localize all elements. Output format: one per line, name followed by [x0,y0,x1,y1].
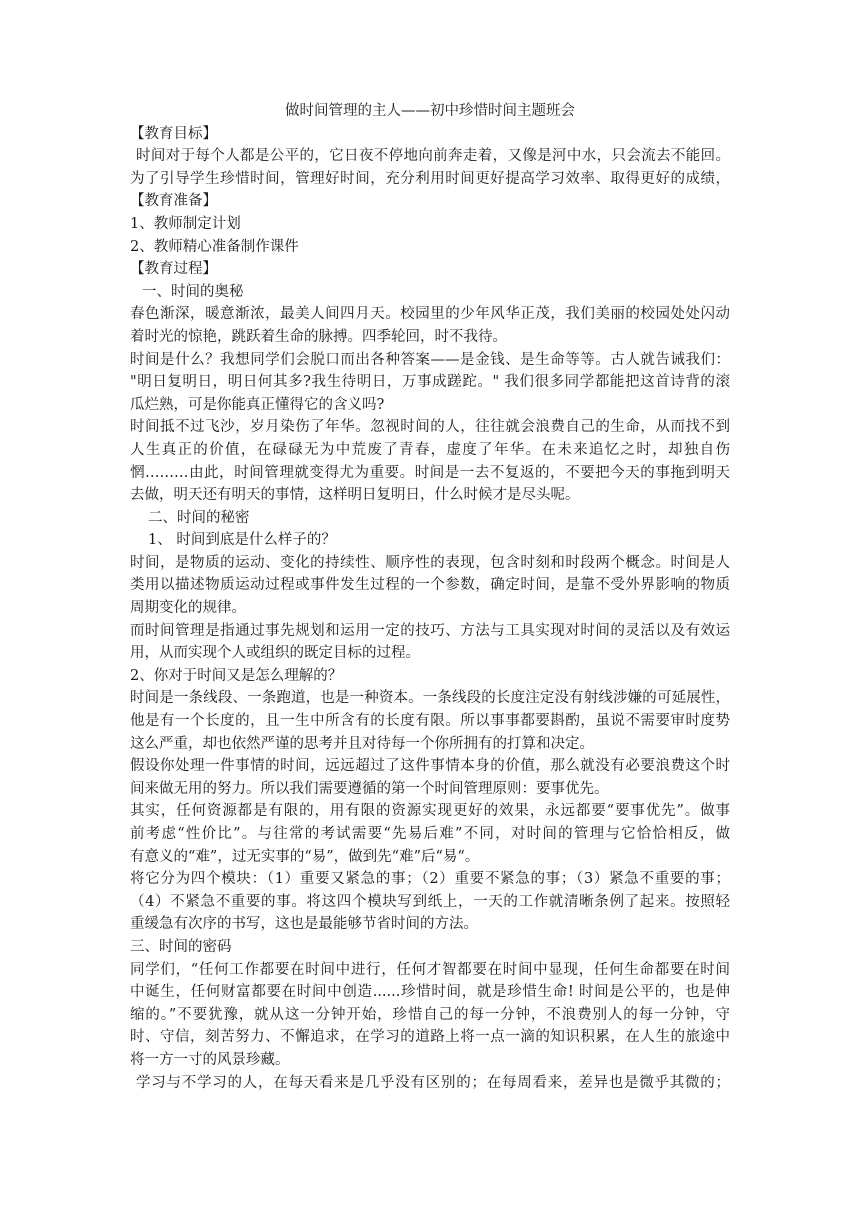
document-line: 时间，是物质的运动、变化的持续性、顺序性的表现，包含时刻和时段两个概念。时间是人 [130,554,730,571]
document-line: 三、时间的密码 [130,938,232,955]
document-lines [130,123,730,1095]
document-line: 人生真正的价值，在碌碌无为中荒废了青春，虚度了年华。在未来追忆之时，却独自伤 [130,441,730,458]
document-line: 中诞生，任何财富都要在时间中创造......珍惜时间，就是珍惜生命! 时间是公平的，也是伸 [130,984,730,1001]
document-line: 用，从而实现个人或组织的既定目标的过程。 [130,645,420,662]
document-line: 重缓急有次序的书写，这也是最能够节省时间的方法。 [130,916,478,933]
document-line: 类用以描述物质运动过程或事件发生过程的一个参数，确定时间，是靠不受外界影响的物质 [130,577,730,594]
document-line: 2、你对于时间又是怎么理解的？ [130,667,343,684]
document-line: 为了引导学生珍惜时间，管理好时间，充分利用时间更好提高学习效率、取得更好的成绩， [130,170,730,187]
document-line: 缩的。”不要犹豫，就从这一分钟开始，珍惜自己的每一分钟，不浪费别人的每一分钟，守 [130,1006,730,1023]
document-line: （4）不紧急不重要的事。将这四个模块写到纸上，一天的工作就清晰条例了起来。按照轻 [130,893,730,910]
document-line: 前考虑“性价比”。与往常的考试需要“先易后难”不同，对时间的管理与它恰恰相反，做 [130,826,730,842]
document-line: 【教育过程】 [130,261,217,278]
document-line: 一、时间的奥秘 [142,283,244,300]
document-title: 做时间管理的主人——初中珍惜时间主题班会 [285,103,575,119]
document-line: 时、守信，刻苦努力、不懈追求，在学习的道路上将一点一滴的知识积累，在人生的旅途中 [130,1029,730,1046]
document-line: 二、时间的秘密 [148,509,250,526]
document-line: 2、教师精心准备制作课件 [130,238,299,255]
document-line: 【教育目标】 [130,125,217,142]
document-line: 他是有一个长度的，且一生中所含有的长度有限。所以事事都要斟酌，虽说不需要审时度势 [130,713,730,730]
document-body [130,100,730,1094]
document-line: 间来做无用的努力。所以我们需要遵循的第一个时间管理原则：要事优先。 [130,780,609,797]
document-line: 假设你处理一件事情的时间，远远超过了这件事情本身的价值，那么就没有必要浪费这个时 [130,758,730,775]
document-line: 而时间管理是指通过事先规划和运用一定的技巧、方法与工具实现对时间的灵活以及有效运 [130,622,730,639]
document-line: 这么严重，却也依然严谨的思考并且对待每一个你所拥有的打算和决定。 [130,735,594,752]
document-line: 其实，任何资源都是有限的，用有限的资源实现更好的效果，永远都要“要事优先”。做事 [130,803,730,820]
document-line: 同学们，“任何工作都要在时间中进行，任何才智都要在时间中显现，任何生命都要在时间 [130,961,730,978]
document-line: 着时光的惊艳，跳跃着生命的脉搏。四季轮回，时不我待。 [130,328,507,345]
document-line: 惘………由此，时间管理就变得尤为重要。时间是一去不复返的，不要把今天的事拖到明天 [130,464,730,481]
document-line: 时间抵不过飞沙，岁月染伤了年华。忽视时间的人，往往就会浪费自己的生命，从而找不到 [130,419,730,436]
document-line: 1、教师制定计划 [130,215,241,232]
document-line: 【教育准备】 [130,193,217,210]
document-line: "明日复明日，明日何其多?我生待明日，万事成蹉跎。" 我们很多同学都能把这首诗背的滚 [130,374,730,391]
document-line: 时间是一条线段、一条跑道，也是一种资本。一条线段的长度注定没有射线涉嫌的可延展性， [130,690,730,707]
document-line: 周期变化的规律。 [130,600,246,617]
document-line: 去做，明天还有明天的事情，这样明日复明日，什么时候才是尽头呢。 [130,487,580,504]
document-line: 将一方一寸的风景珍藏。 [130,1051,290,1068]
document-line: 将它分为四个模块：（1）重要又紧急的事；（2）重要不紧急的事；（3）紧急不重要的事； [130,871,730,888]
document-line: 学习与不学习的人，在每天看来是几乎没有区别的；在每周看来，差异也是微乎其微的； [136,1074,730,1091]
document-line: 1、 时间到底是什么样子的？ [148,532,336,549]
document-line: 时间是什么？我想同学们会脱口而出各种答案——是金钱、是生命等等。古人就告诫我们： [130,351,730,368]
document-line: 春色渐深，暖意渐浓，最美人间四月天。校园里的少年风华正茂，我们美丽的校园处处闪动 [130,306,730,323]
document-line: 时间对于每个人都是公平的，它日夜不停地向前奔走着，又像是河中水，只会流去不能回。 [136,148,730,165]
document-line: 有意义的“难”，过无实事的“易”，做到先“难”后“易“。 [130,848,480,865]
document-line: 瓜烂熟，可是你能真正懂得它的含义吗? [130,396,385,413]
